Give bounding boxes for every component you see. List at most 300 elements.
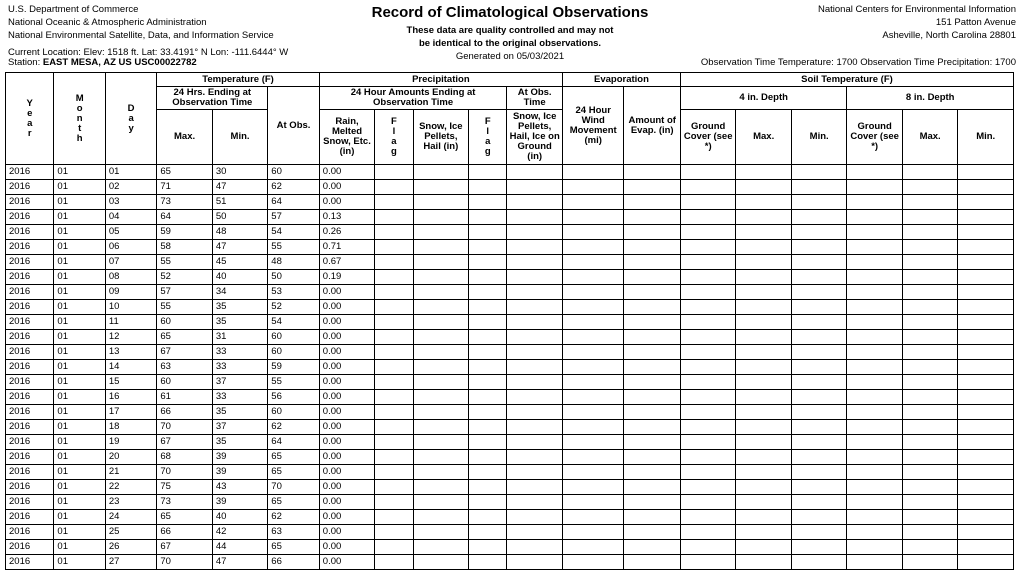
empty-cell [736,390,791,405]
empty-cell [624,420,680,435]
col-snow: Snow, Ice Pellets, Hail (in) [413,110,468,165]
cell-year: 2016 [6,555,54,570]
table-row [6,495,1014,510]
empty-cell [847,450,902,465]
col-temp-max: Max. [157,110,212,165]
cell-rain: 0.00 [319,465,374,480]
empty-cell [469,465,507,480]
empty-cell [624,270,680,285]
table-row [6,330,1014,345]
empty-cell [469,510,507,525]
observations-body [6,165,1014,570]
empty-cell [847,540,902,555]
empty-cell [375,210,413,225]
cell-at-obs: 62 [268,420,319,435]
empty-cell [469,270,507,285]
empty-cell [375,510,413,525]
col-rain: Rain, Melted Snow, Etc. (in) [319,110,374,165]
col-snow-ground: Snow, Ice Pellets, Hail, Ice on Ground (in) [507,110,563,165]
cell-month: 01 [54,450,105,465]
cell-temp-min: 51 [212,195,267,210]
empty-cell [624,465,680,480]
empty-cell [469,300,507,315]
empty-cell [469,165,507,180]
empty-cell [375,480,413,495]
empty-cell [902,390,957,405]
cell-at-obs: 65 [268,465,319,480]
empty-cell [375,465,413,480]
empty-cell [507,480,563,495]
cell-month: 01 [54,240,105,255]
cell-temp-min: 50 [212,210,267,225]
cell-at-obs: 62 [268,510,319,525]
cell-temp-min: 35 [212,315,267,330]
table-row [6,465,1014,480]
empty-cell [562,315,624,330]
cell-at-obs: 50 [268,270,319,285]
group-soil-temperature: Soil Temperature (F) [680,73,1013,87]
col-8in-ground-cover: Ground Cover (see *) [847,110,902,165]
empty-cell [847,375,902,390]
empty-cell [469,540,507,555]
empty-cell [736,435,791,450]
empty-cell [736,540,791,555]
empty-cell [624,285,680,300]
empty-cell [413,510,468,525]
empty-cell [680,495,735,510]
empty-cell [469,195,507,210]
empty-cell [375,435,413,450]
empty-cell [413,270,468,285]
empty-cell [902,210,957,225]
empty-cell [469,225,507,240]
empty-cell [791,225,846,240]
quality-note-1: These data are quality controlled and may not [406,25,614,36]
table-row [6,555,1014,570]
empty-cell [469,285,507,300]
empty-cell [958,180,1014,195]
empty-cell [507,255,563,270]
observation-time: Observation Time Temperature: 1700 Observation Time Precipitation: 1700 [700,57,1016,68]
empty-cell [562,390,624,405]
empty-cell [847,330,902,345]
empty-cell [791,165,846,180]
cell-rain: 0.00 [319,165,374,180]
empty-cell [469,375,507,390]
ncei-line: 151 Patton Avenue [935,17,1016,28]
cell-month: 01 [54,375,105,390]
cell-temp-max: 67 [157,540,212,555]
empty-cell [958,225,1014,240]
empty-cell [507,495,563,510]
empty-cell [902,225,957,240]
cell-month: 01 [54,405,105,420]
cell-temp-max: 63 [157,360,212,375]
cell-day: 20 [105,450,156,465]
empty-cell [847,405,902,420]
empty-cell [736,450,791,465]
empty-cell [562,435,624,450]
empty-cell [562,495,624,510]
cell-temp-min: 47 [212,555,267,570]
cell-month: 01 [54,180,105,195]
observations-table [5,72,1014,570]
cell-temp-max: 65 [157,510,212,525]
ncei-line: Asheville, North Carolina 28801 [882,30,1016,41]
cell-year: 2016 [6,225,54,240]
ncei-line: National Centers for Environmental Information [817,4,1016,15]
empty-cell [413,450,468,465]
empty-cell [680,285,735,300]
cell-year: 2016 [6,345,54,360]
empty-cell [902,255,957,270]
cell-year: 2016 [6,375,54,390]
cell-temp-max: 59 [157,225,212,240]
cell-rain: 0.00 [319,345,374,360]
col-4in-max: Max. [736,110,791,165]
location-line: Current Location: Elev: 1518 ft. Lat: 33.4191° N Lon: -111.6444° W [8,47,289,58]
cell-month: 01 [54,510,105,525]
cell-year: 2016 [6,480,54,495]
cell-rain: 0.67 [319,255,374,270]
cell-at-obs: 63 [268,525,319,540]
empty-cell [791,300,846,315]
empty-cell [958,285,1014,300]
cell-temp-max: 52 [157,270,212,285]
table-row [6,540,1014,555]
empty-cell [375,345,413,360]
cell-at-obs: 65 [268,450,319,465]
empty-cell [469,345,507,360]
empty-cell [847,555,902,570]
empty-cell [958,525,1014,540]
cell-day: 17 [105,405,156,420]
cell-at-obs: 65 [268,495,319,510]
empty-cell [736,495,791,510]
cell-temp-max: 60 [157,375,212,390]
empty-cell [624,300,680,315]
cell-temp-max: 67 [157,435,212,450]
empty-cell [375,195,413,210]
empty-cell [507,345,563,360]
empty-cell [562,195,624,210]
cell-year: 2016 [6,195,54,210]
cell-year: 2016 [6,450,54,465]
empty-cell [791,255,846,270]
cell-at-obs: 55 [268,375,319,390]
empty-cell [413,375,468,390]
cell-temp-max: 67 [157,345,212,360]
empty-cell [624,180,680,195]
quality-note-2: be identical to the original observations. [418,38,602,49]
empty-cell [958,165,1014,180]
cell-rain: 0.00 [319,495,374,510]
empty-cell [507,360,563,375]
empty-cell [507,225,563,240]
empty-cell [736,405,791,420]
cell-temp-min: 44 [212,540,267,555]
empty-cell [562,270,624,285]
cell-rain: 0.00 [319,195,374,210]
empty-cell [507,525,563,540]
empty-cell [413,420,468,435]
empty-cell [375,495,413,510]
empty-cell [507,270,563,285]
empty-cell [624,390,680,405]
agency-line: National Environmental Satellite, Data, and Information Service [8,30,274,41]
col-4in-depth: 4 in. Depth [680,87,846,110]
table-row [6,300,1014,315]
empty-cell [791,465,846,480]
empty-cell [902,285,957,300]
col-rain-flag: F l a g [375,110,413,165]
empty-cell [736,210,791,225]
empty-cell [562,480,624,495]
empty-cell [736,525,791,540]
table-row [6,210,1014,225]
empty-cell [375,450,413,465]
empty-cell [791,270,846,285]
cell-rain: 0.00 [319,420,374,435]
empty-cell [736,300,791,315]
empty-cell [375,525,413,540]
empty-cell [469,255,507,270]
empty-cell [680,300,735,315]
empty-cell [680,255,735,270]
cell-year: 2016 [6,360,54,375]
cell-month: 01 [54,195,105,210]
cell-year: 2016 [6,435,54,450]
col-month: M o n t h [54,73,105,165]
empty-cell [469,315,507,330]
empty-cell [902,180,957,195]
cell-day: 04 [105,210,156,225]
empty-cell [736,345,791,360]
empty-cell [847,210,902,225]
cell-month: 01 [54,555,105,570]
cell-at-obs: 60 [268,330,319,345]
empty-cell [562,285,624,300]
empty-cell [413,525,468,540]
cell-month: 01 [54,465,105,480]
empty-cell [375,375,413,390]
agency-line: U.S. Department of Commerce [8,4,139,15]
empty-cell [958,495,1014,510]
cell-year: 2016 [6,420,54,435]
cell-day: 11 [105,315,156,330]
table-row [6,285,1014,300]
cell-rain: 0.00 [319,300,374,315]
empty-cell [469,360,507,375]
empty-cell [413,465,468,480]
cell-year: 2016 [6,300,54,315]
group-evaporation: Evaporation [562,73,680,87]
empty-cell [507,375,563,390]
empty-cell [680,330,735,345]
col-8in-max: Max. [902,110,957,165]
empty-cell [507,540,563,555]
cell-day: 24 [105,510,156,525]
empty-cell [847,360,902,375]
cell-day: 23 [105,495,156,510]
empty-cell [507,210,563,225]
empty-cell [902,540,957,555]
empty-cell [375,270,413,285]
empty-cell [469,525,507,540]
empty-cell [736,165,791,180]
empty-cell [847,225,902,240]
empty-cell [958,210,1014,225]
empty-cell [507,435,563,450]
empty-cell [791,330,846,345]
cell-at-obs: 64 [268,195,319,210]
empty-cell [413,180,468,195]
empty-cell [507,165,563,180]
empty-cell [736,465,791,480]
empty-cell [791,435,846,450]
cell-temp-min: 37 [212,375,267,390]
col-temp-min: Min. [212,110,267,165]
empty-cell [680,240,735,255]
empty-cell [507,555,563,570]
empty-cell [562,255,624,270]
empty-cell [680,405,735,420]
cell-year: 2016 [6,525,54,540]
empty-cell [847,195,902,210]
cell-temp-max: 55 [157,255,212,270]
empty-cell [375,285,413,300]
empty-cell [624,495,680,510]
cell-day: 01 [105,165,156,180]
empty-cell [469,330,507,345]
cell-rain: 0.19 [319,270,374,285]
empty-cell [562,540,624,555]
empty-cell [902,510,957,525]
table-row [6,510,1014,525]
empty-cell [375,390,413,405]
empty-cell [680,315,735,330]
empty-cell [469,240,507,255]
empty-cell [791,540,846,555]
cell-temp-max: 68 [157,450,212,465]
empty-cell [624,555,680,570]
empty-cell [624,435,680,450]
cell-year: 2016 [6,390,54,405]
empty-cell [847,525,902,540]
empty-cell [902,315,957,330]
empty-cell [791,240,846,255]
empty-cell [413,480,468,495]
cell-day: 21 [105,465,156,480]
empty-cell [958,330,1014,345]
empty-cell [736,360,791,375]
cell-year: 2016 [6,495,54,510]
cell-day: 16 [105,390,156,405]
empty-cell [507,330,563,345]
empty-cell [507,315,563,330]
empty-cell [507,420,563,435]
cell-at-obs: 55 [268,240,319,255]
table-row [6,255,1014,270]
cell-at-obs: 54 [268,315,319,330]
empty-cell [624,225,680,240]
cell-temp-min: 40 [212,510,267,525]
cell-at-obs: 64 [268,435,319,450]
empty-cell [902,300,957,315]
cell-temp-min: 33 [212,345,267,360]
empty-cell [736,480,791,495]
cell-rain: 0.00 [319,375,374,390]
empty-cell [902,495,957,510]
empty-cell [413,195,468,210]
empty-cell [375,540,413,555]
empty-cell [847,345,902,360]
cell-day: 26 [105,540,156,555]
empty-cell [680,540,735,555]
cell-month: 01 [54,360,105,375]
empty-cell [736,270,791,285]
cell-at-obs: 60 [268,405,319,420]
table-row [6,345,1014,360]
cell-month: 01 [54,210,105,225]
empty-cell [847,315,902,330]
cell-day: 03 [105,195,156,210]
empty-cell [413,285,468,300]
empty-cell [958,240,1014,255]
empty-cell [375,300,413,315]
cell-temp-max: 71 [157,180,212,195]
cell-at-obs: 60 [268,165,319,180]
empty-cell [847,240,902,255]
empty-cell [624,255,680,270]
empty-cell [375,405,413,420]
empty-cell [562,510,624,525]
cell-year: 2016 [6,465,54,480]
empty-cell [507,195,563,210]
empty-cell [562,240,624,255]
empty-cell [736,330,791,345]
empty-cell [736,375,791,390]
cell-rain: 0.00 [319,555,374,570]
empty-cell [958,555,1014,570]
empty-cell [624,510,680,525]
empty-cell [469,390,507,405]
cell-year: 2016 [6,255,54,270]
col-day: D a y [105,73,156,165]
col-evap-amount: Amount of Evap. (in) [624,87,680,165]
empty-cell [902,420,957,435]
empty-cell [413,435,468,450]
cell-year: 2016 [6,180,54,195]
cell-at-obs: 48 [268,255,319,270]
cell-year: 2016 [6,540,54,555]
cell-month: 01 [54,435,105,450]
empty-cell [413,345,468,360]
empty-cell [469,555,507,570]
cell-day: 02 [105,180,156,195]
cell-temp-min: 48 [212,225,267,240]
cell-temp-min: 45 [212,255,267,270]
empty-cell [791,210,846,225]
empty-cell [680,270,735,285]
col-24hr-amounts: 24 Hour Amounts Ending at Observation Time [319,87,507,110]
cell-at-obs: 54 [268,225,319,240]
cell-rain: 0.00 [319,285,374,300]
cell-day: 08 [105,270,156,285]
station-name: EAST MESA, AZ US USC00022782 [42,57,197,68]
cell-day: 25 [105,525,156,540]
empty-cell [680,210,735,225]
